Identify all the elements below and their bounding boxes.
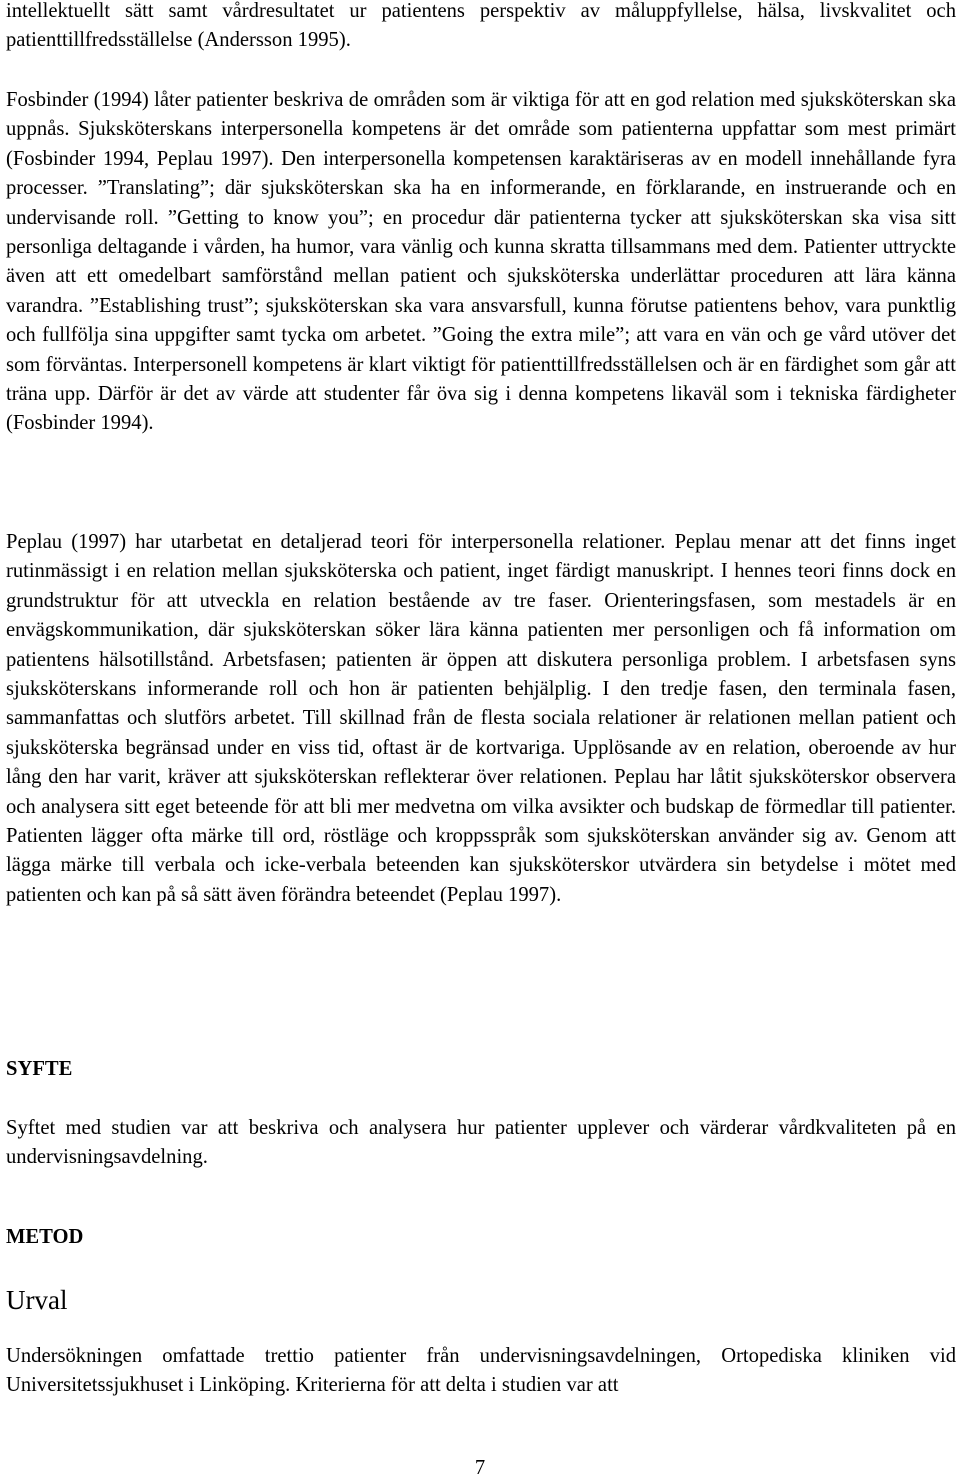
- subheading-urval: Urval: [6, 1285, 68, 1315]
- paragraph-fosbinder: Fosbinder (1994) låter patienter beskriva de områden som är viktiga för att en god relation med sjuksköterskan ska uppnås. Sjuksköterskans interpersonella kompetens är det område som patienterna uppfattar som mest primärt (Fosbinder 1994, Peplau 1997). Den interpersonella kompetensen karaktäriseras av en modell innehållande fyra processer. ”Translating”; där sjuksköterskan ska ha en informerande, en förklarande, en instruerande och en undervisande roll. ”Getting to know you”; en procedur där patienterna tycker att sjuksköterskan ska visa sitt personliga deltagande i vården, ha humor, vara vänlig och kunna skratta tillsammans med dem. Patienter uttryckte även att ett omedelbart samförstånd mellan patient och sjuksköterska underlättar proceduren att lära känna varandra. ”Establishing trust”; sjuksköterskan ska vara ansvarsfull, kunna förutse patientens behov, vara punktlig och fullfölja sina uppgifter samt tycka om arbetet. ”Going the extra mile”; att vara en vän och ge vård utöver det som förväntas. Interpersonell kompetens är klart viktigt för patienttillfredsställelsen och är en färdighet som går att träna upp. Därför är det av värde att studenter får öva sig i denna kompetens likaväl som i tekniska färdigheter (Fosbinder 1994).: [6, 89, 956, 435]
- paragraph-urval: Undersökningen omfattade trettio patienter från undervisningsavdelningen, Ortopediska kliniken vid Universitetssjukhuset i Linköping. Kriterierna för att delta i studien var att: [6, 1345, 956, 1397]
- heading-metod: METOD: [6, 1226, 84, 1248]
- heading-syfte: SYFTE: [6, 1058, 73, 1080]
- page-number: 7: [474, 1457, 486, 1479]
- paragraph-intro-continuation: intellektuellt sätt samt vårdresultatet ur patientens perspektiv av måluppfyllelse, hälsa, livskvalitet och patienttillfredsställelse (Andersson 1995).: [6, 0, 956, 52]
- paragraph-syfte: Syftet med studien var att beskriva och analysera hur patienter upplever och värderar vårdkvaliteten på en undervisningsavdelning.: [6, 1117, 956, 1169]
- paragraph-peplau: Peplau (1997) har utarbetat en detaljerad teori för interpersonella relationer. Peplau menar att det finns inget rutinmässigt i en relation mellan sjuksköterska och patient, inget färdigt manuskript. I hennes teori finns dock en grundstruktur för att utveckla en relation bestående av tre faser. Orienteringsfasen, som mestadels är en envägskommunikation, där sjuksköterskan söker lära känna patienten mer personligen och få information om patientens hälsotillstånd. Arbetsfasen; patienten är öppen att diskutera personliga problem. I arbetsfasen syns sjuksköterskans informerande roll och hon är patienten behjälplig. I den tredje fasen, den terminala fasen, sammanfattas och slutförs arbetet. Till skillnad från de flesta sociala relationer är relationen mellan patient och sjuksköterska begränsad under en viss tid, oftast är de kortvariga. Upplösande av en relation, oberoende av hur lång den har varit, kräver att sjuksköterskan reflekterar över relationen. Peplau har låtit sjuksköterskor observera och analysera sitt eget beteende för att bli mer medvetna om vilka avsikter och budskap de förmedlar till patienter. Patienten lägger ofta märke till ord, röstläge och kroppsspråk som sjuksköterskan använder sig av. Genom att lägga märke till verbala och icke-verbala beteenden kan sjuksköterskor utvärdera sin betydelse i mötet med patienten och kan på så sätt även förändra beteendet (Peplau 1997).: [6, 531, 956, 906]
